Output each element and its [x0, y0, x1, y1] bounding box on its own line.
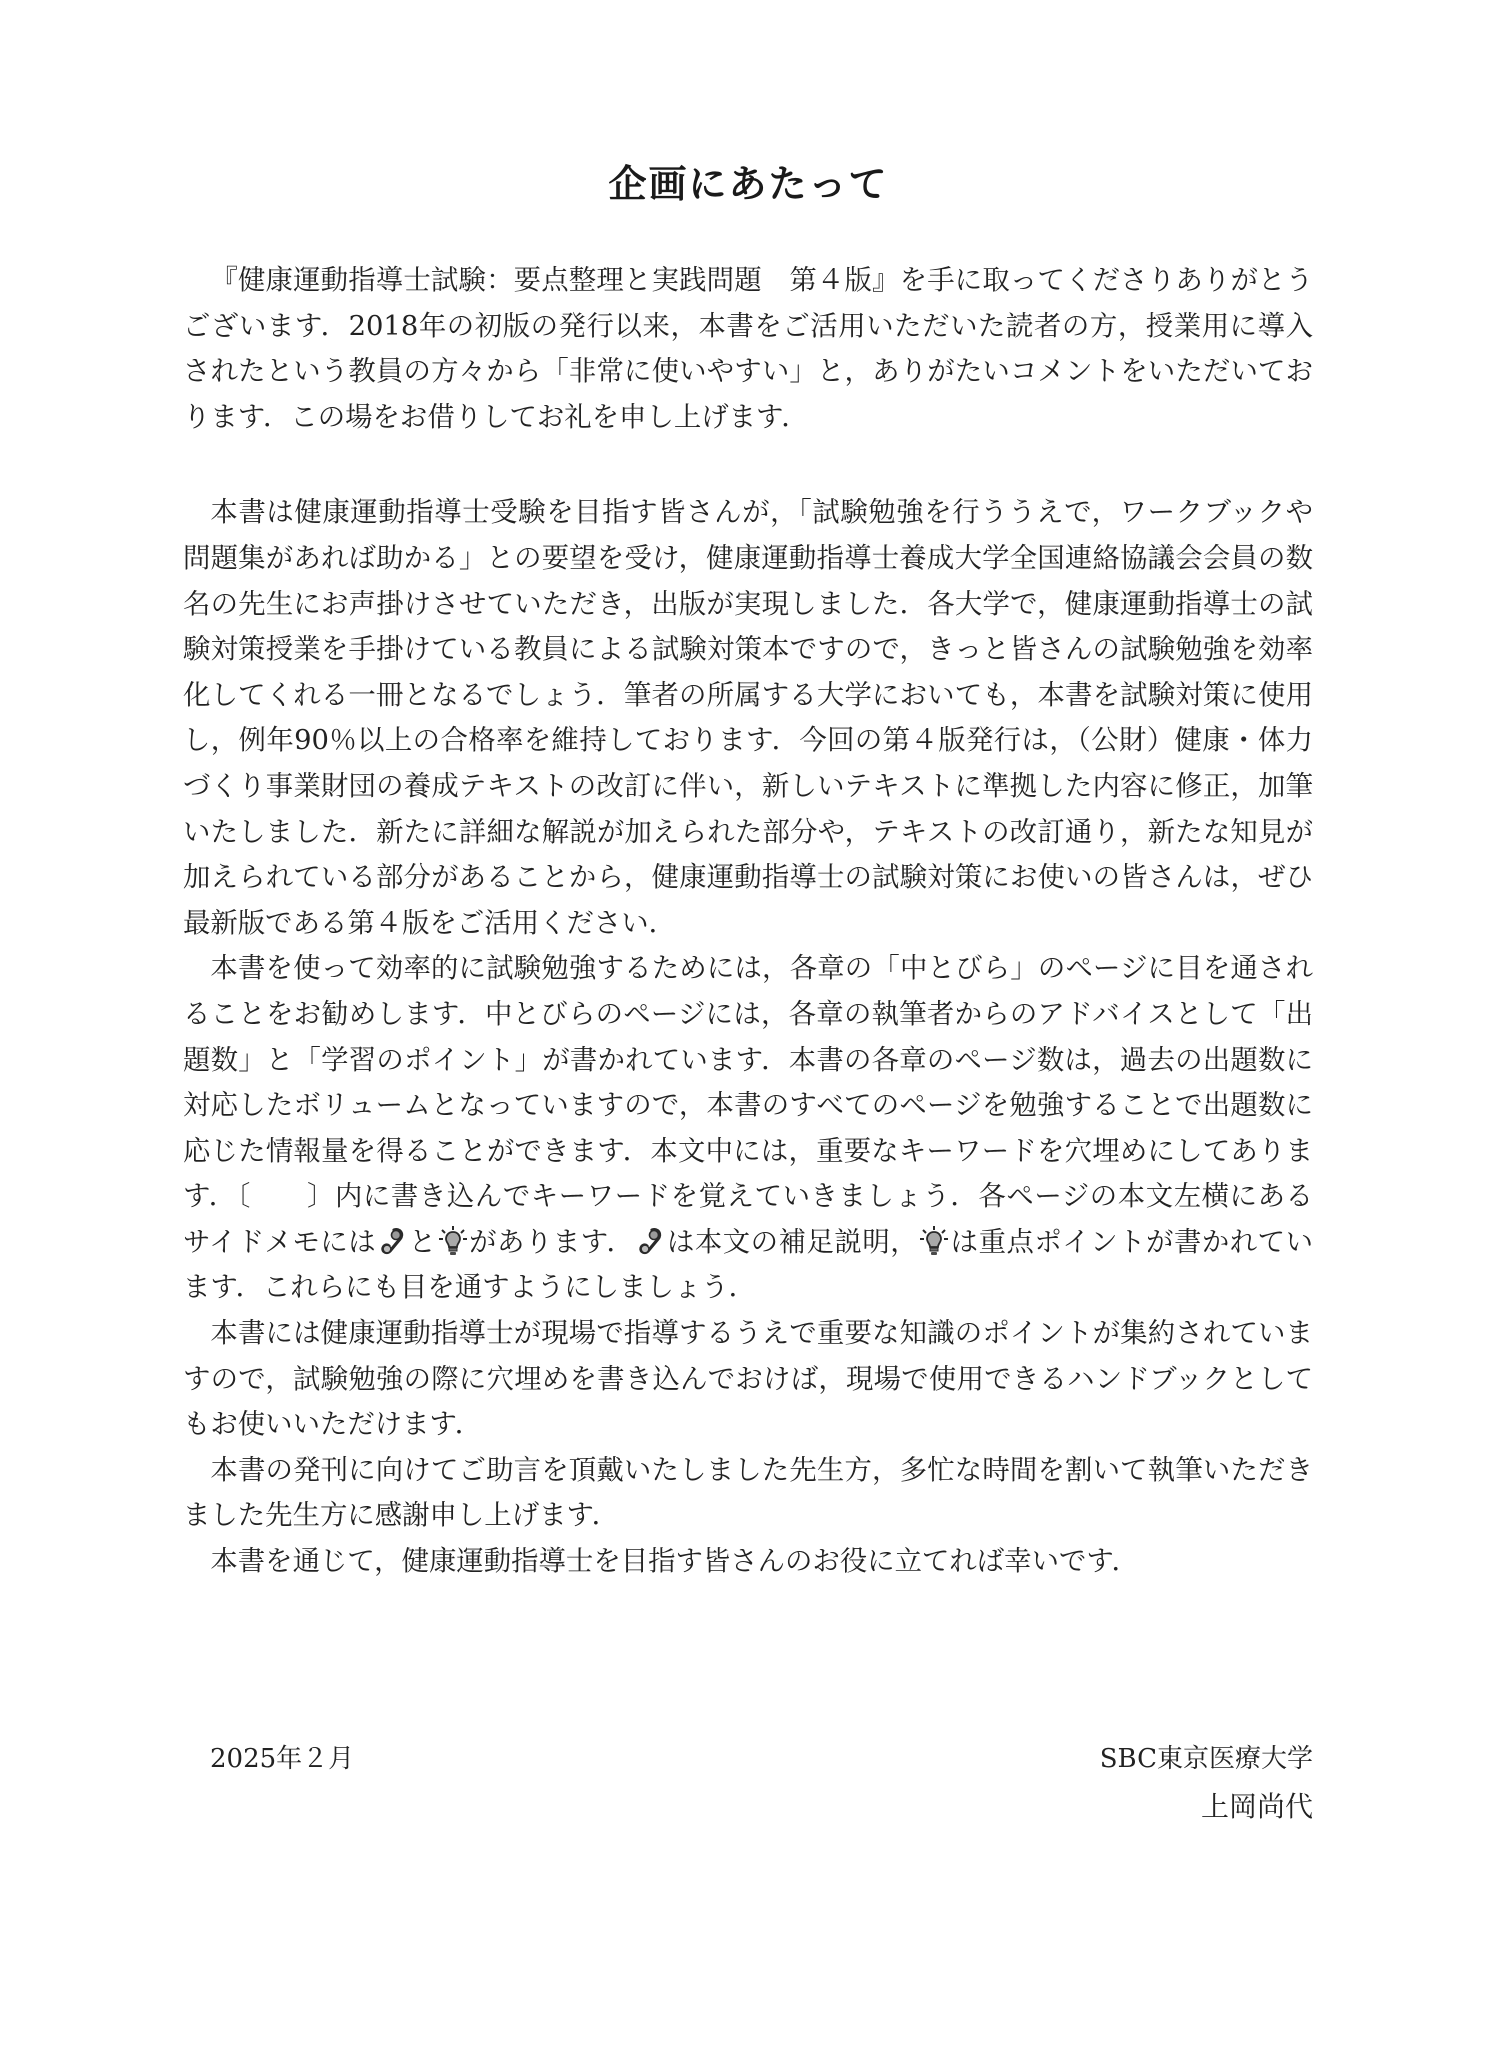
- paragraph-handbook: 本書には健康運動指導士が現場で指導するうえで重要な知識のポイントが集約されていますので，試験勉強の際に穴埋めを書き込んでおけば，現場で使用できるハンドブックとしてもお使いいただけます．: [183, 1318, 1313, 1441]
- lightbulb-point-icon-2: [920, 1226, 948, 1258]
- how-to-use-text-4: は本文の補足説明，: [666, 1226, 919, 1258]
- author-name: 上岡尚代: [1200, 1790, 1313, 1823]
- how-to-use-text-2: と: [408, 1226, 437, 1258]
- affiliation: SBC東京医療大学: [1099, 1744, 1313, 1774]
- lightbulb-point-icon: [439, 1226, 467, 1258]
- supplement-memo-icon: [378, 1226, 406, 1258]
- page-title: 企画にあたって: [608, 162, 889, 207]
- paragraph-purpose: 本書は健康運動指導士受験を目指す皆さんが，「試験勉強を行ううえで，ワークブックや問題集があれば助かる」との要望を受け，健康運動指導士養成大学全国連絡協議会会員の数名の先生にお声掛けさせていただき，出版が実現しました．各大学で，健康運動指導士の試験対策授業を手掛けている教員による試験対策本ですので，きっと皆さんの試験勉強を効率化してくれる一冊となるでしょう．筆者の所属する大学においても，本書を試験対策に使用し，例年90％以上の合格率を維持しております．今回の第４版発行は，（公財）健康・体力づくり事業財団の養成テキストの改訂に伴い，新しいテキストに準拠した内容に修正，加筆いたしました．新たに詳細な解説が加えられた部分や，テキストの改訂通り，新たな知見が加えられている部分があることから，健康運動指導士の試験対策にお使いの皆さんは，ぜひ最新版である第４版をご活用ください．: [183, 497, 1313, 939]
- paragraph-intro: 『健康運動指導士試験：要点整理と実践問題 第４版』を手に取ってくださりありがとうございます．2018年の初版の発行以来，本書をご活用いただいた読者の方，授業用に導入されたという教員の方々から「非常に使いやすい」と，ありがたいコメントをいただいております．この場をお借りしてお礼を申し上げます．: [183, 265, 1313, 433]
- paragraph-how-to-use: [183, 946, 1313, 1311]
- paragraph-closing: 本書を通じて，健康運動指導士を目指す皆さんのお役に立てれば幸いです．: [210, 1546, 1139, 1578]
- date: 2025年２月: [210, 1744, 355, 1774]
- body-text: [183, 258, 1313, 1585]
- supplement-memo-icon-2: [636, 1226, 664, 1258]
- paragraph-thanks: 本書の発刊に向けてご助言を頂戴いたしました先生方，多忙な時間を割いて執筆いただきました先生方に感謝申し上げます．: [183, 1454, 1313, 1532]
- how-to-use-text-3: があります．: [468, 1226, 635, 1258]
- how-to-use-text-5: は重点ポイントが書かれています．これらにも目を通すようにしましょう．: [183, 1226, 1313, 1304]
- signature-block: [183, 1738, 1313, 1838]
- how-to-use-text-1: 本書を使って効率的に試験勉強するためには，各章の「中とびら」のページに目を通されることをお勧めします．中とびらのページには，各章の執筆者からのアドバイスとして「出題数」と「学習のポイント」が書かれています．本書の各章のページ数は，過去の出題数に対応したボリュームとなっていますので，本書のすべてのページを勉強することで出題数に応じた情報量を得ることができます．本文中には，重要なキーワードを穴埋めにしてあります．〔 〕内に書き込んでキーワードを覚えていきましょう．各ページの本文左横にあるサイドメモには: [183, 953, 1313, 1258]
